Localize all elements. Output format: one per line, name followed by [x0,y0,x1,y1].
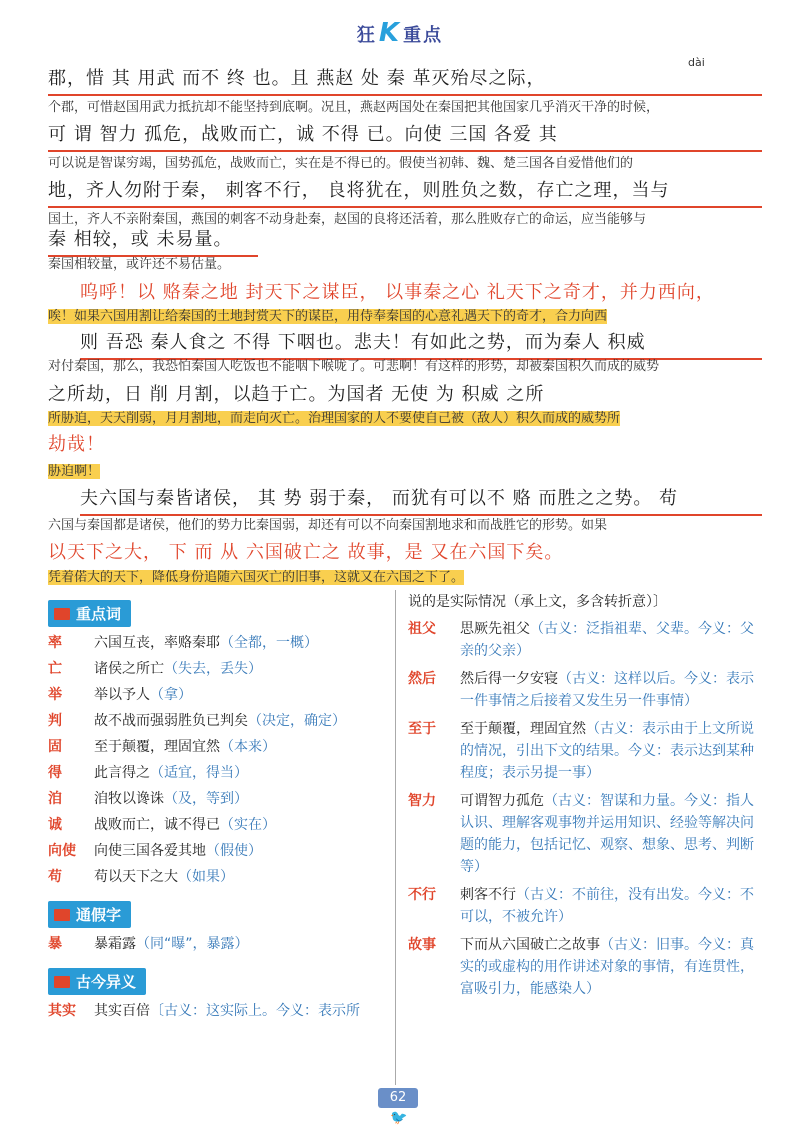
vocab-item: 率 六国互丧，率赂秦耶（全都，一概） [48,635,318,651]
translation-line: 国土，齐人不亲附秦国，燕国的刺客不动身赴秦，赵国的良将还活着，那么胜败存亡的命运，应当能够与 [48,212,647,227]
original-text-line: 可 谓 智力 孤危，战败而亡，诚 不得 已。向使 三国 各爱 其 [48,120,762,152]
brand-logo: 狂K 重点 [356,18,444,48]
vocab-item: 祖父 思厥先祖父（古义：泛指祖辈、父辈。今义：父亲的父亲） [408,621,754,659]
translation-line: 六国与秦国都是诸侯，他们的势力比秦国弱，却还有可以不向秦国割地求和而战胜它的形势。如果 [48,518,608,533]
vocab-right-column [408,592,760,1006]
vocab-item: 诚 战败而亡，诚不得已（实在） [48,817,276,833]
vocab-left-column [48,600,388,1021]
vocab-item: 洎 洎牧以谗诛（及，等到） [48,791,248,807]
translation-line: 所胁迫，天天削弱，月月割地，而走向灭亡。治理国家的人不要使自己被（敌人）积久而成的威势所 [48,411,621,426]
translation-line: 个郡，可惜赵国用武力抵抗却不能坚持到底啊。况且，燕赵两国处在秦国把其他国家几乎消灭干净的时候， [48,100,660,115]
vocab-item: 苟 苟以天下之大（如果） [48,869,234,885]
original-text-line: 呜呼！以 赂秦之地 封天下之谋臣， 以事秦之心 礼天下之奇才，并力西向， [80,278,762,304]
page-number: 62 [378,1088,418,1108]
book-icon [54,976,70,988]
vocab-item: 举 举以予人（拿） [48,687,192,703]
translation-line: 对付秦国，那么，我恐怕秦国人吃饭也不能咽下喉咙了。可悲啊！有这样的形势，却被秦国积久而成的威势 [48,359,660,374]
section-title-key-words: 重点词 [48,600,131,627]
original-text-line: 以天下之大， 下 而 从 六国破亡之 故事，是 又在六国下矣。 [48,538,762,564]
translation-line: 唉！如果六国用割让给秦国的土地封赏天下的谋臣，用侍奉秦国的心意礼遇天下的奇才，合力向西 [48,309,608,324]
vocab-item: 得 此言得之（适宜，得当） [48,765,248,781]
original-text-line: 地，齐人勿附于秦， 刺客不行， 良将犹在，则胜负之数，存亡之理，当与 [48,176,762,208]
pinyin-annotation: dài [688,56,705,69]
vocab-item: 智力 可谓智力孤危（古义：智谋和力量。今义：指人认识、理解客观事物并运用知识、经验等解决问题的能力，包括记忆、观察、想象、思考、判断等） [408,793,754,875]
page-header [0,18,800,48]
translation-line: 可以说是智谋穷竭，国势孤危，战败而亡，实在是不得已的。假使当初韩、魏、楚三国各自爱惜他们的 [48,156,634,171]
original-text-line: 夫六国与秦皆诸侯， 其 势 弱于秦， 而犹有可以不 赂 而胜之之势。 苟 [80,484,762,516]
vocab-item: 不行 刺客不行（古义：不前往，没有出发。今义：不可以，不被允许） [408,887,754,925]
vocab-item: 然后 然后得一夕安寝（古义：这样以后。今义：表示一件事情之后接着又发生另一件事情） [408,671,754,709]
original-text-line: 之所劫，日 削 月割，以趋于亡。为国者 无使 为 积威 之所 [48,380,762,406]
original-text-line: 秦 相较，或 未易量。 [48,225,258,257]
section-title-tongjia: 通假字 [48,901,131,928]
vocab-item: 亡 诸侯之所亡（失去，丢失） [48,661,262,677]
vocab-item: 暴 暴霜露（同“曝”，暴露） [48,936,249,952]
original-text-line: 劫哉！ [48,430,762,456]
section-title-gujin: 古今异义 [48,968,146,995]
vocab-item: 故事 下而从六国破亡之故事（古义：旧事。今义：真实的或虚构的用作讲述对象的事情，有连贯性，富吸引力，能感染人） [408,937,754,997]
original-text-line: 郡，惜 其 用武 而不 终 也。且 燕赵 处 秦 革灭殆尽之际， [48,64,762,96]
vocab-item: 向使 向使三国各爱其地（假使） [48,843,262,859]
bird-icon: 🐦 [390,1110,408,1126]
continuation-text: 说的是实际情况（承上文，多含转折意）〕 [408,594,667,610]
translation-line: 秦国相较量，或许还不易估量。 [48,257,231,272]
translation-line: 胁迫啊！ [48,464,101,479]
vocab-item: 至于 至于颠覆，理固宜然（古义：表示由于上文所说的情况，引出下文的结果。今义：表示达到某种程度；表示另提一事） [408,721,754,781]
book-icon [54,909,70,921]
vocab-item: 其实 其实百倍〔古义：这实际上。今义：表示所 [48,1003,360,1019]
vocab-item: 固 至于颠覆，理固宜然（本来） [48,739,276,755]
original-text-line: 则 吾恐 秦人食之 不得 下咽也。悲夫！有如此之势，而为秦人 积威 [80,328,762,360]
column-divider [395,590,396,1085]
book-icon [54,608,70,620]
translation-line: 凭着偌大的天下，降低身份追随六国灭亡的旧事，这就又在六国之下了。 [48,570,465,585]
vocab-item: 判 故不战而强弱胜负已判矣（决定，确定） [48,713,346,729]
